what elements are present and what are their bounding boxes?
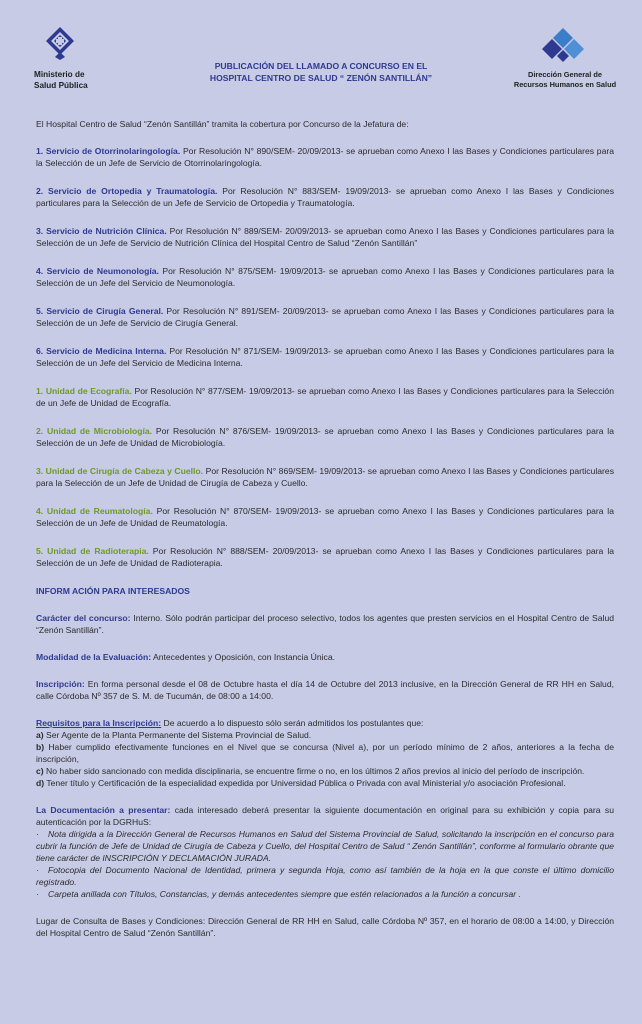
lugar-paragraph: Lugar de Consulta de Bases y Condiciones: Dirección General de RR HH en Salud, calle Córdoba Nº 357, en el horario de 08:00 a 14:00, y Dirección del Hospital Centro de Salud “Zenón Santillán”. [36, 916, 614, 938]
requisito-item [36, 765, 614, 777]
modalidad-label: Modalidad de la Evaluación: [36, 652, 152, 662]
requisito-letter: b) [36, 742, 45, 752]
requisito-text: Haber cumplido efectivamente funciones en el Nivel que se concursa (Nivel a), por un período mínimo de 2 años, anteriores a la fecha de inscripción, [36, 742, 614, 764]
document-item [36, 864, 614, 888]
documentacion-text: cada interesado deberá presentar la siguiente documentación en original para su exhibición y copia para su autenticación por la DGRHuS: [36, 805, 614, 827]
modalidad-paragraph [36, 651, 614, 663]
ministry-line-2: Salud Pública [34, 80, 88, 90]
documentacion-paragraph [36, 804, 614, 828]
requisitos-section [36, 717, 614, 789]
unit-label: 2. Unidad de Microbiología. [36, 426, 153, 436]
requisito-item [36, 729, 614, 741]
service-text: Por Resolución N° 891/SEM- 20/09/2013- se aprueban como Anexo I las Bases y Condiciones particulares para la Selección de un Jefe de Servicio de Cirugía General. [36, 306, 614, 328]
service-text: Por Resolución N° 890/SEM- 20/09/2013- se aprueban como Anexo I las Bases y Condiciones particulares para la Selección de un Jefe de Servicio de Otorrinolaringología. [36, 146, 614, 168]
documentacion-section [36, 804, 614, 900]
document-item [36, 888, 614, 900]
page-title [190, 60, 452, 84]
requisitos-paragraph [36, 717, 614, 729]
requisito-letter: a) [36, 730, 44, 740]
document-text: Carpeta anillada con Títulos, Constancias, y demás antecedentes siempre que estén relacionados a la función a concursar . [48, 889, 521, 899]
unit-item [36, 425, 614, 449]
service-item [36, 265, 614, 289]
requisito-item [36, 741, 614, 765]
document-body [36, 118, 614, 939]
unit-text: Por Resolución N° 876/SEM- 19/09/2013- se aprueban como Anexo I las Bases y Condiciones particulares para la Selección de un Jefe de Unidad de Microbiología. [36, 426, 614, 448]
info-section-title: INFORM ACIÓN PARA INTERESADOS [36, 586, 190, 596]
header [0, 0, 642, 110]
requisito-item [36, 777, 614, 789]
service-text: Por Resolución N° 889/SEM- 20/09/2013- se aprueban como Anexo I las Bases y Condiciones particulares para la Selección de un Jefe de Servicio de Nutrición Clínica del Hospital Centro de Salud “Zenón Santillán” [36, 226, 614, 248]
service-label: 6. Servicio de Medicina Interna. [36, 346, 167, 356]
requisito-letter: c) [36, 766, 44, 776]
requisito-text: Ser Agente de la Planta Permanente del Sistema Provincial de Salud. [43, 730, 312, 740]
intro-paragraph: El Hospital Centro de Salud “Zenón Santillán” tramita la cobertura por Concurso de la Jefatura de: [36, 119, 409, 129]
title-line-2: HOSPITAL CENTRO DE SALUD “ ZENÓN SANTILLÁN” [209, 73, 433, 83]
ministry-name [34, 70, 88, 91]
service-item [36, 305, 614, 329]
unit-text: Por Resolución N° 877/SEM- 19/09/2013- se aprueban como Anexo I las Bases y Condiciones particulares para la Selección de un Jefe de Unidad de Ecografía. [36, 386, 614, 408]
inscripcion-label: Inscripción: [36, 679, 85, 689]
unit-label: 3. Unidad de Cirugía de Cabeza y Cuello. [36, 466, 204, 476]
unit-label: 1. Unidad de Ecografía. [36, 386, 132, 396]
caracter-text: Interno. Sólo podrán participar del proceso selectivo, todos los agentes que presten servicios en el Hospital Centro de Salud “Zenón Santillán”. [36, 613, 615, 635]
direction-logo-icon [542, 26, 584, 64]
document-text: Nota dirigida a la Dirección General de Recursos Humanos en Salud del Sistema Provincial de Salud, solicitando la inscripción en el concurso para cubrir la función de Jefe de Unidad de Cirugía de Cabeza y Cuello, del Hospital Centro de Salud “ Zenón Santillán”, conforme al formulario obrante que tiene carácter de INSCRIPCIÓN Y DECLAMACIÓN JURADA. [36, 829, 614, 863]
service-item [36, 185, 614, 209]
ministry-logo-icon [45, 26, 75, 60]
requisito-text: Tener título y Certificación de la especialidad expedida por Universidad Pública o Privada con aval Ministerial y/o asociación Profesional. [44, 778, 566, 788]
modalidad-text: Antecedentes y Oposición, con Instancia Única. [151, 652, 336, 662]
caracter-label: Carácter del concurso: [36, 613, 131, 623]
unit-item [36, 505, 614, 529]
service-item [36, 345, 614, 369]
unit-text: Por Resolución N° 869/SEM- 19/09/2013- se aprueban como Anexo I las Bases y Condiciones particulares para la Selección de un Jefe de Unidad de Cirugía de Cabeza y Cuello. [36, 466, 614, 488]
service-text: Por Resolución N° 875/SEM- 19/09/2013- se aprueban como Anexo I las Bases y Condiciones particulares para la Selección de un Jefe del Servicio de Neumonología. [36, 266, 614, 288]
unit-text: Por Resolución N° 870/SEM- 19/09/2013- se aprueban como Anexo I las Bases y Condiciones particulares para la Selección de un Jefe de Unidad de Reumatología. [36, 506, 614, 528]
service-label: 5. Servicio de Cirugía General. [36, 306, 164, 316]
unit-label: 4. Unidad de Reumatología. [36, 506, 153, 516]
bullet-icon: · [36, 865, 39, 875]
unit-item [36, 465, 614, 489]
direction-name [510, 70, 620, 89]
service-item [36, 225, 614, 249]
inscripcion-text: En forma personal desde el 08 de Octubre hasta el día 14 de Octubre del 2013 inclusive, en la Dirección General de RR HH en Salud, calle Córdoba Nº 357 de S. M. de Tucumán, de 08:00 a 14:00. [36, 679, 614, 701]
caracter-paragraph [36, 612, 614, 636]
unit-text: Por Resolución N° 888/SEM- 20/09/2013- se aprueban como Anexo I las Bases y Condiciones particulares para la Selección de un Jefe de Unidad de Radioterapia. [36, 546, 615, 568]
unit-item [36, 385, 614, 409]
requisito-letter: d) [36, 778, 45, 788]
inscripcion-paragraph [36, 678, 614, 702]
service-label: 3. Servicio de Nutrición Clínica. [36, 226, 167, 236]
unit-label: 5. Unidad de Radioterapia. [36, 546, 149, 556]
document-item [36, 828, 614, 864]
service-item [36, 145, 614, 169]
service-text: Por Resolución N° 871/SEM- 19/09/2013- se aprueban como Anexo I las Bases y Condiciones particulares para la Selección de un Jefe del Servicio de Medicina Interna. [36, 346, 615, 368]
bullet-icon: · [36, 889, 39, 899]
direction-line-2: Recursos Humanos en Salud [513, 79, 617, 89]
documentacion-label: La Documentación a presentar: [36, 805, 171, 815]
requisitos-label: Requisitos para la Inscripción: [36, 718, 162, 728]
service-label: 4. Servicio de Neumonología. [36, 266, 159, 276]
title-line-1: PUBLICACIÓN DEL LLAMADO A CONCURSO EN EL [214, 61, 428, 71]
bullet-icon: · [36, 829, 39, 839]
requisito-text: No haber sido sancionado con medida disciplinaria, se encuentre firme o no, en los últimos 2 años previos al inicio del período de inscripción. [43, 766, 585, 776]
service-label: 1. Servicio de Otorrinolaringología. [36, 146, 181, 156]
direction-line-1: Dirección General de [528, 70, 602, 79]
unit-item [36, 545, 614, 569]
requisitos-text: De acuerdo a lo dispuesto sólo serán admitidos los postulantes que: [161, 718, 424, 728]
ministry-line-1: Ministerio de [34, 70, 85, 79]
document-text: Fotocopia del Documento Nacional de Identidad, primera y segunda Hoja, como así también de la hoja en la que conste el último domicilio registrado. [36, 865, 614, 887]
service-label: 2. Servicio de Ortopedia y Traumatología. [36, 186, 218, 196]
service-text: Por Resolución N° 883/SEM- 19/09/2013- se aprueban como Anexo I las Bases y Condiciones particulares para la Selección de un Jefe de Servicio de Ortopedia y Traumatología. [36, 186, 614, 208]
